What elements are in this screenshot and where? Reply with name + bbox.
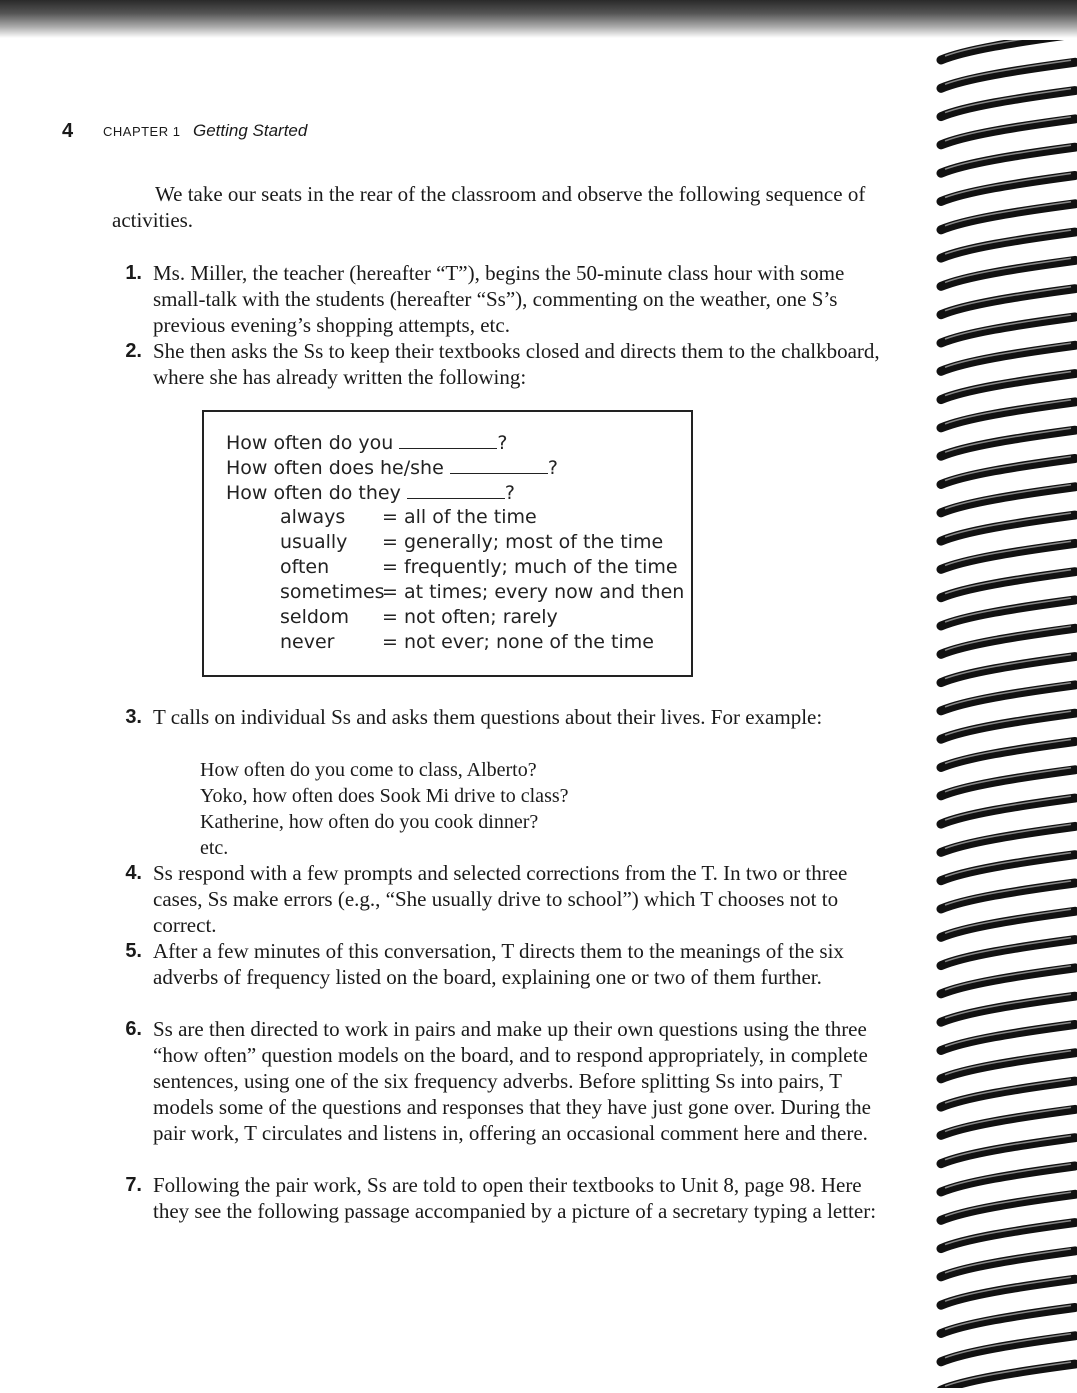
example-question: Katherine, how often do you cook dinner? [200, 811, 539, 833]
scanner-top-edge [0, 0, 1077, 38]
question-mark: ? [547, 457, 558, 479]
binding-coil [941, 1308, 1075, 1334]
question-mark: ? [504, 482, 515, 504]
binding-coil [941, 204, 1075, 230]
item-text: T calls on individual Ss and asks them questions about their lives. For example: [153, 705, 823, 729]
item-number: 2. [125, 340, 142, 362]
adverb-meaning: = not ever; none of the time [382, 631, 654, 653]
chapter-label: CHAPTER 1 [103, 124, 181, 139]
item-text: She then asks the Ss to keep their textbooks closed and directs them to the chalkboard, where she has already written the following: [153, 339, 880, 389]
binding-coil [941, 600, 1075, 626]
question-text: How often does he/she [226, 457, 444, 479]
item-number: 1. [125, 262, 142, 284]
example-etc: etc. [200, 837, 229, 859]
binding-coil [941, 1251, 1075, 1277]
binding-coil [941, 1109, 1075, 1135]
adverb-meaning: = frequently; much of the time [382, 556, 678, 578]
binding-coil [941, 657, 1075, 683]
binding-coil [941, 798, 1075, 824]
binding-coil [941, 1223, 1075, 1249]
board-question-1 [226, 430, 507, 456]
item-number: 6. [125, 1018, 142, 1040]
board-question-3 [226, 480, 515, 506]
example-question: Yoko, how often does Sook Mi drive to class? [200, 785, 569, 807]
item-number: 3. [125, 706, 142, 728]
list-item-4 [110, 860, 900, 938]
binding-coil [941, 374, 1075, 400]
binding-coil [941, 260, 1075, 286]
binding-coil [941, 147, 1075, 173]
binding-coil [941, 911, 1075, 937]
list-item-1 [110, 260, 900, 338]
binding-coil [941, 883, 1075, 909]
binding-coil [941, 1138, 1075, 1164]
question-text: How often do they [226, 482, 401, 504]
binding-coil [941, 826, 1075, 852]
binding-coil [941, 459, 1075, 485]
adverb-never: never [280, 631, 335, 653]
spiral-binding [935, 40, 1077, 1388]
binding-coil [941, 1081, 1075, 1107]
binding-coil [941, 1364, 1075, 1388]
binding-coil [941, 996, 1075, 1022]
binding-coil [941, 176, 1075, 202]
item-number: 5. [125, 940, 142, 962]
binding-coil [941, 1279, 1075, 1305]
intro-paragraph: We take our seats in the rear of the classroom and observe the following sequence of activities. [112, 182, 866, 232]
adverb-sometimes: sometimes [280, 581, 385, 603]
item-number: 4. [125, 862, 142, 884]
list-item-5 [110, 938, 900, 990]
list-item-2 [110, 338, 900, 390]
adverb-often: often [280, 556, 330, 578]
binding-coil [941, 1025, 1075, 1051]
adverb-meaning: = not often; rarely [382, 606, 558, 628]
binding-coil [941, 289, 1075, 315]
question-text: How often do you [226, 432, 394, 454]
list-item-3 [110, 704, 900, 730]
binding-coil [941, 1166, 1075, 1192]
binding-coil [941, 572, 1075, 598]
binding-coil [941, 940, 1075, 966]
board-question-2 [226, 455, 558, 481]
list-item-7 [110, 1172, 900, 1224]
spiral-coils [935, 40, 1077, 1388]
adverb-seldom: seldom [280, 606, 350, 628]
binding-coil [941, 515, 1075, 541]
binding-coil [941, 487, 1075, 513]
adverb-usually: usually [280, 531, 348, 553]
item-text: Ms. Miller, the teacher (hereafter “T”), begins the 50-minute class hour with some small-talk with the students (hereafter “Ss”), commenting on the weather, one S’s previous evening’s shopping attempts, etc. [153, 261, 845, 337]
list-item-6 [110, 1016, 900, 1146]
binding-coil [941, 1336, 1075, 1362]
question-mark: ? [497, 432, 508, 454]
item-text: Following the pair work, Ss are told to open their textbooks to Unit 8, page 98. Here they see the following passage accompanied by a picture of a secretary typing a letter: [153, 1173, 877, 1223]
binding-coil [941, 713, 1075, 739]
adverb-meaning: = at times; every now and then [382, 581, 685, 603]
binding-coil [941, 1194, 1075, 1220]
binding-coil [941, 119, 1075, 145]
answer-blank [399, 430, 497, 449]
adverb-meaning: = generally; most of the time [382, 531, 664, 553]
binding-coil [941, 1053, 1075, 1079]
binding-coil [941, 770, 1075, 796]
binding-coil [941, 430, 1075, 456]
binding-coil [941, 685, 1075, 711]
binding-coil [941, 91, 1075, 117]
item-text: After a few minutes of this conversation, T directs them to the meanings of the six adverbs of frequency listed on the board, explaining one or two of them further. [153, 939, 844, 989]
item-text: Ss are then directed to work in pairs and make up their own questions using the three “how often” question models on the board, and to respond appropriately, in complete sentences, using one of the six frequency adverbs. Before splitting Ss into pairs, T models some of the questions and responses that they have just gone over. During the pair work, T circulates and listens in, offering an occasional comment here and there. [153, 1017, 871, 1145]
binding-coil [941, 317, 1075, 343]
binding-coil [941, 62, 1075, 88]
binding-coil [941, 232, 1075, 258]
page-number: 4 [62, 120, 74, 142]
binding-coil [941, 543, 1075, 569]
binding-coil [941, 855, 1075, 881]
adverb-meaning: = all of the time [382, 506, 537, 528]
item-number: 7. [125, 1174, 142, 1196]
binding-coil [941, 40, 1075, 60]
example-question: How often do you come to class, Alberto? [200, 759, 537, 781]
binding-coil [941, 742, 1075, 768]
chapter-title: Getting Started [193, 121, 308, 140]
binding-coil [941, 968, 1075, 994]
binding-coil [941, 402, 1075, 428]
item-text: Ss respond with a few prompts and selected corrections from the T. In two or three cases, Ss make errors (e.g., “She usually drive to school”) which T chooses not to correct. [153, 861, 848, 937]
answer-blank [407, 480, 505, 499]
adverb-always: always [280, 506, 346, 528]
binding-coil [941, 628, 1075, 654]
answer-blank [450, 455, 548, 474]
binding-coil [941, 345, 1075, 371]
chalkboard-box [202, 410, 693, 677]
